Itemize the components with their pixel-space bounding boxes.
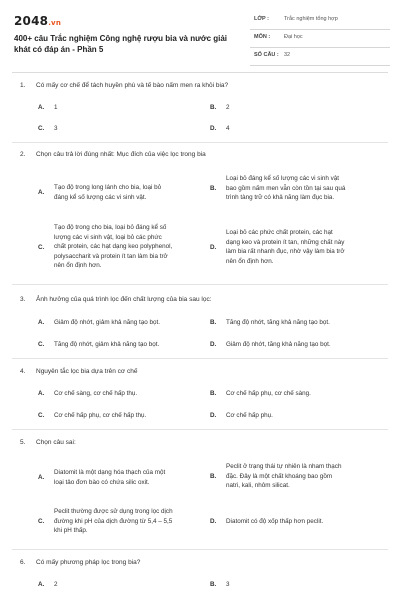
meta-class	[250, 12, 390, 30]
option-text: 1	[54, 104, 58, 111]
option-text-line: làm bia rất nhanh đục, nhờ vậy làm bia trở	[226, 248, 345, 255]
option-text: 3	[54, 125, 58, 132]
question-stem	[20, 439, 76, 446]
option-text-line: polysaccharit và protein ít tan làm bia trở	[54, 252, 168, 260]
option-letter: C.	[38, 244, 45, 251]
option-text-line: khi pH thấp.	[54, 527, 88, 534]
option-letter: D.	[210, 412, 217, 419]
option-text	[226, 462, 341, 491]
option-letter: D.	[210, 125, 217, 132]
question-number: 3.	[20, 296, 26, 303]
option-letter: B.	[210, 581, 217, 588]
option-letter: A.	[38, 104, 45, 111]
header-divider	[12, 72, 388, 73]
question-stem	[20, 82, 228, 89]
option-letter: D.	[210, 341, 217, 348]
option-letter: B.	[210, 104, 217, 111]
option-text	[54, 468, 165, 487]
option-text-line: đường khi pH của dịch đường từ 5,4 – 5,5	[54, 517, 173, 525]
option-text-line: đáng kể số lượng các vi sinh vật.	[54, 193, 147, 201]
option-text: 2	[226, 104, 230, 111]
option-letter: C.	[38, 412, 45, 419]
option-letter: C.	[38, 518, 45, 525]
question-divider	[12, 358, 388, 359]
question-text: Nguyên tắc lọc bia dựa trên cơ chế	[36, 368, 138, 375]
option-text	[54, 507, 173, 536]
option-letter: B.	[210, 185, 217, 192]
option-text: Cơ chế hấp phụ, cơ chế sàng.	[226, 390, 311, 397]
answer-option[interactable]	[38, 507, 208, 537]
option-text: Cơ chế sàng, cơ chế hấp thụ.	[54, 390, 138, 397]
option-text-line: đặc. Đây là một chất khoáng bao gồm	[226, 472, 333, 480]
option-text	[226, 228, 345, 266]
option-text-line: nên ổn định hơn.	[54, 262, 102, 269]
option-letter: A.	[38, 189, 45, 196]
option-text-line: Peclit ở trạng thái tự nhiên là nham thạch	[226, 463, 342, 470]
option-letter: D.	[210, 518, 217, 525]
option-text-line: Tạo độ trong long lánh cho bia, loại bỏ	[54, 184, 162, 191]
option-text	[226, 174, 345, 203]
question-divider	[12, 429, 388, 430]
question-stem	[20, 559, 140, 566]
answer-option[interactable]	[38, 223, 208, 271]
option-text: 3	[226, 581, 230, 588]
option-text	[54, 223, 172, 271]
question-text: Chọn câu trả lời đúng nhất: Mục đích của việc lọc trong bia	[36, 151, 206, 158]
question-text: Có mấy cơ chế để tách huyền phù và tế bào nấm men ra khỏi bia?	[36, 82, 229, 89]
document-title: 400+ câu Trắc nghiệm Công nghệ rượu bia và nước giải khát có đáp án - Phần 5	[14, 34, 228, 54]
option-text-line: nên ổn định hơn.	[226, 257, 274, 265]
option-text-line: loại tảo đơn bào có chứa silic oxit.	[54, 478, 150, 486]
option-letter: B.	[210, 319, 217, 326]
option-text-line: chất protein, các hạt dạng keo polyphenol,	[54, 243, 173, 250]
meta-value: Đại học	[284, 34, 303, 40]
question-number: 4.	[20, 368, 26, 375]
option-text: Giảm độ nhớt, giảm khả năng tạo bọt.	[54, 319, 160, 326]
option-text-line: Diatomit là một dạng hóa thạch của một	[54, 469, 166, 476]
meta-question-count	[250, 48, 390, 66]
answer-option[interactable]	[210, 228, 390, 268]
option-text-line: trình tàng trữ có khả năng làm đục bia.	[226, 194, 335, 201]
question-number: 6.	[20, 559, 26, 566]
question-divider	[12, 142, 388, 143]
option-letter: C.	[38, 125, 45, 132]
answer-option[interactable]	[210, 174, 390, 204]
option-letter: C.	[38, 341, 45, 348]
option-text-line: Peclit thường được sử dụng trong lọc dịch	[54, 508, 173, 515]
answer-option[interactable]	[210, 462, 390, 492]
option-letter: A.	[38, 581, 45, 588]
question-text: Ảnh hưởng của quá trình lọc đến chất lượng của bia sau lọc:	[36, 296, 212, 303]
option-text-line: lượng các vi sinh vật, loại bỏ các phức	[54, 233, 162, 241]
option-text: Giảm độ nhớt, tăng khả năng tạo bọt.	[226, 341, 331, 348]
option-text-line: Tạo độ trong cho bia, loại bỏ đáng kể số	[54, 224, 167, 231]
meta-subject	[250, 30, 390, 48]
question-stem	[20, 296, 212, 303]
option-text: 2	[54, 581, 58, 588]
answer-option[interactable]	[38, 468, 203, 488]
question-divider	[12, 549, 388, 550]
meta-value: Trắc nghiệm tổng hợp	[284, 16, 338, 22]
meta-key: SỐ CÂU :	[254, 52, 279, 58]
question-number: 1.	[20, 82, 26, 89]
meta-key: MÔN :	[254, 34, 271, 40]
question-text: Chọn câu sai:	[36, 439, 76, 446]
option-text: Tăng độ nhớt, tăng khả năng tạo bọt.	[226, 319, 330, 326]
option-letter: D.	[210, 244, 217, 251]
question-text: Có mấy phương pháp lọc trong bia?	[36, 559, 141, 566]
option-text: Cơ chế hấp phụ.	[226, 412, 273, 419]
option-text: 4	[226, 125, 230, 132]
answer-option[interactable]	[38, 183, 198, 203]
option-text	[54, 183, 161, 202]
option-letter: A.	[38, 474, 45, 481]
option-letter: A.	[38, 390, 45, 397]
option-text: Diatomit có độ xốp thấp hơn peclit.	[226, 518, 324, 525]
logo-text: 2048	[14, 14, 49, 28]
option-letter: A.	[38, 319, 45, 326]
option-text-line: bao gồm nấm men vẫn còn tồn tại sau quá	[226, 184, 346, 192]
meta-key: LỚP :	[254, 16, 269, 22]
option-text: Cơ chế hấp phụ, cơ chế hấp thụ.	[54, 412, 147, 419]
document-header	[0, 0, 400, 72]
question-number: 5.	[20, 439, 26, 446]
meta-value: 32	[284, 52, 291, 58]
logo-tld: .vn	[48, 19, 62, 27]
option-letter: B.	[210, 473, 217, 480]
option-text-line: dạng keo và protein ít tan, những chất này	[226, 238, 345, 246]
site-logo[interactable]	[14, 14, 61, 28]
document-meta	[250, 12, 390, 66]
option-text-line: Loại bỏ đáng kể số lượng các vi sinh vật	[226, 175, 340, 182]
question-number: 2.	[20, 151, 26, 158]
option-text-line: natri, kali, nhôm silicat.	[226, 482, 290, 489]
option-text: Tăng độ nhớt, giảm khả năng tạo bọt.	[54, 341, 160, 348]
option-text-line: Loại bỏ các phức chất protein, các hạt	[226, 229, 333, 236]
option-letter: B.	[210, 390, 217, 397]
question-stem	[20, 368, 137, 375]
question-stem	[20, 151, 206, 158]
question-divider	[12, 284, 388, 285]
